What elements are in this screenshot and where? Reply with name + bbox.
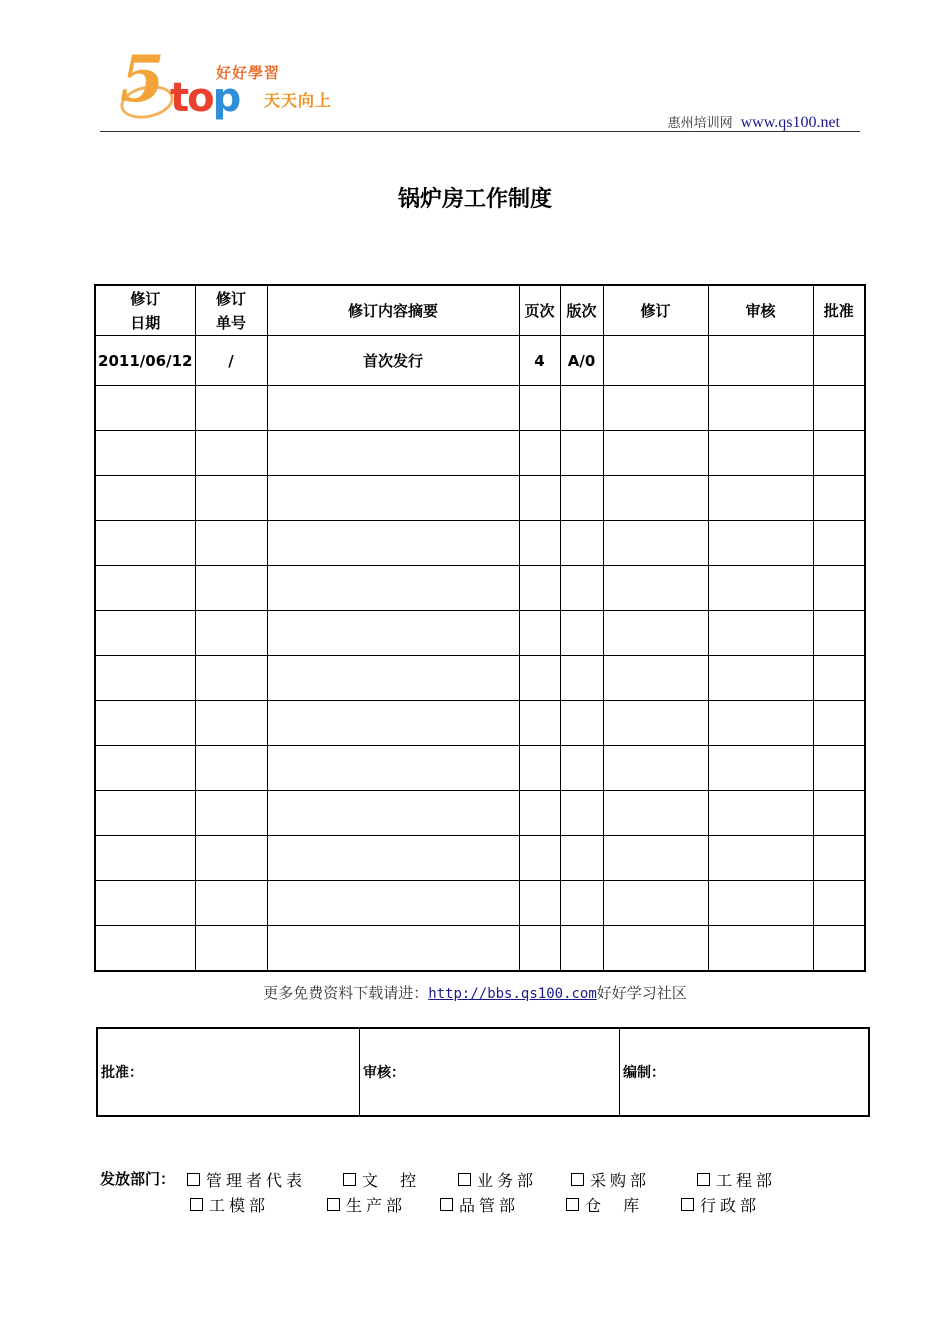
revision-empty-cell[interactable] bbox=[813, 701, 865, 746]
checkbox-icon[interactable] bbox=[571, 1173, 584, 1186]
revision-empty-cell[interactable] bbox=[708, 701, 813, 746]
revision-empty-row bbox=[95, 701, 865, 746]
revision-empty-cell[interactable] bbox=[95, 656, 195, 701]
checkbox-icon[interactable] bbox=[327, 1198, 340, 1211]
distribution-option-label: 品管部 bbox=[459, 1196, 520, 1215]
revision-header-cell: 版次 bbox=[560, 285, 603, 336]
revision-empty-cell[interactable] bbox=[267, 746, 519, 791]
revision-empty-cell[interactable] bbox=[195, 431, 267, 476]
revision-empty-cell[interactable] bbox=[267, 926, 519, 972]
checkbox-icon[interactable] bbox=[458, 1173, 471, 1186]
revision-empty-cell[interactable] bbox=[519, 881, 560, 926]
revision-empty-cell[interactable] bbox=[708, 836, 813, 881]
revision-empty-cell[interactable] bbox=[95, 431, 195, 476]
revision-empty-cell[interactable] bbox=[519, 656, 560, 701]
revision-empty-cell[interactable] bbox=[267, 521, 519, 566]
revision-empty-cell[interactable] bbox=[560, 431, 603, 476]
more-text-suffix: 好好学习社区 bbox=[596, 984, 687, 1002]
revision-empty-cell[interactable] bbox=[813, 656, 865, 701]
revision-empty-row bbox=[95, 431, 865, 476]
distribution-label: 发放部门： bbox=[100, 1170, 176, 1188]
revision-empty-cell[interactable] bbox=[195, 746, 267, 791]
revision-empty-row bbox=[95, 926, 865, 972]
revision-empty-cell[interactable] bbox=[195, 476, 267, 521]
revision-empty-cell[interactable] bbox=[519, 566, 560, 611]
revision-empty-cell[interactable] bbox=[267, 881, 519, 926]
revision-empty-cell[interactable] bbox=[267, 386, 519, 431]
company-logo bbox=[118, 42, 348, 132]
revision-empty-cell[interactable] bbox=[195, 881, 267, 926]
revision-empty-cell[interactable] bbox=[195, 386, 267, 431]
revision-empty-cell[interactable] bbox=[708, 746, 813, 791]
distribution-option[interactable] bbox=[571, 1168, 650, 1191]
revision-empty-row bbox=[95, 746, 865, 791]
revision-header-cell: 审核 bbox=[708, 285, 813, 336]
revision-header-cell: 修订 bbox=[603, 285, 708, 336]
revision-empty-cell[interactable] bbox=[603, 611, 708, 656]
revision-empty-cell[interactable] bbox=[813, 791, 865, 836]
revision-cell: / bbox=[195, 336, 267, 386]
revision-empty-cell[interactable] bbox=[95, 386, 195, 431]
revision-empty-cell[interactable] bbox=[813, 476, 865, 521]
revision-empty-cell[interactable] bbox=[267, 701, 519, 746]
checkbox-icon[interactable] bbox=[681, 1198, 694, 1211]
logo-word-a: to bbox=[170, 75, 213, 121]
revision-header-row bbox=[95, 285, 865, 336]
prepare-cell: 编制： bbox=[620, 1028, 870, 1116]
revision-empty-cell[interactable] bbox=[560, 386, 603, 431]
revision-empty-cell[interactable] bbox=[708, 791, 813, 836]
revision-empty-cell[interactable] bbox=[95, 566, 195, 611]
revision-empty-cell[interactable] bbox=[813, 431, 865, 476]
revision-empty-cell[interactable] bbox=[267, 611, 519, 656]
revision-empty-cell[interactable] bbox=[195, 791, 267, 836]
logo-slogan-1: 好好學習 bbox=[216, 64, 281, 82]
revision-empty-cell[interactable] bbox=[519, 701, 560, 746]
revision-header-cell: 页次 bbox=[519, 285, 560, 336]
logo-slogan-2: 天天向上 bbox=[264, 91, 333, 110]
distribution-option[interactable] bbox=[343, 1168, 420, 1191]
approve-cell: 批准： bbox=[97, 1028, 360, 1116]
revision-header-cell: 批准 bbox=[813, 285, 865, 336]
revision-empty-cell[interactable] bbox=[267, 431, 519, 476]
revision-empty-row bbox=[95, 476, 865, 521]
revision-empty-cell[interactable] bbox=[195, 926, 267, 972]
distribution-option-label: 仓 库 bbox=[585, 1196, 644, 1215]
more-resources-line bbox=[0, 982, 950, 1003]
revision-empty-row bbox=[95, 791, 865, 836]
document-title: 锅炉房工作制度 bbox=[397, 187, 552, 212]
revision-header-cell: 修订 单号 bbox=[195, 285, 267, 336]
checkbox-icon[interactable] bbox=[190, 1198, 203, 1211]
revision-cell: 首次发行 bbox=[267, 336, 519, 386]
revision-empty-cell[interactable] bbox=[708, 881, 813, 926]
revision-cell: 4 bbox=[519, 336, 560, 386]
revision-empty-cell[interactable] bbox=[195, 521, 267, 566]
revision-empty-cell[interactable] bbox=[813, 566, 865, 611]
revision-empty-cell[interactable] bbox=[267, 791, 519, 836]
more-resources-link[interactable]: http://bbs.qs100.com bbox=[428, 986, 597, 1002]
distribution-option[interactable] bbox=[440, 1193, 519, 1216]
revision-empty-cell[interactable] bbox=[603, 521, 708, 566]
checkbox-icon[interactable] bbox=[187, 1173, 200, 1186]
revision-empty-cell[interactable] bbox=[95, 521, 195, 566]
revision-empty-cell[interactable] bbox=[195, 836, 267, 881]
revision-empty-cell[interactable] bbox=[708, 656, 813, 701]
revision-empty-cell[interactable] bbox=[603, 566, 708, 611]
revision-empty-cell[interactable] bbox=[813, 746, 865, 791]
revision-empty-row bbox=[95, 881, 865, 926]
checkbox-icon[interactable] bbox=[566, 1198, 579, 1211]
distribution-option-label: 文 控 bbox=[362, 1171, 421, 1190]
revision-empty-cell[interactable] bbox=[813, 521, 865, 566]
revision-empty-cell[interactable] bbox=[813, 386, 865, 431]
revision-empty-cell[interactable] bbox=[519, 431, 560, 476]
revision-empty-cell[interactable] bbox=[519, 791, 560, 836]
revision-cell bbox=[813, 336, 865, 386]
revision-empty-cell[interactable] bbox=[560, 521, 603, 566]
distribution-option[interactable] bbox=[697, 1168, 776, 1191]
revision-empty-cell[interactable] bbox=[519, 836, 560, 881]
revision-empty-cell[interactable] bbox=[708, 386, 813, 431]
revision-empty-cell[interactable] bbox=[519, 611, 560, 656]
revision-empty-row bbox=[95, 611, 865, 656]
distribution-option-label: 工程部 bbox=[716, 1171, 777, 1190]
revision-empty-cell[interactable] bbox=[603, 656, 708, 701]
more-text-prefix: 更多免费资料下载请进： bbox=[263, 984, 429, 1002]
logo-word bbox=[170, 75, 240, 121]
revision-cell: 2011/06/12 bbox=[95, 336, 195, 386]
revision-empty-cell[interactable] bbox=[560, 926, 603, 972]
revision-empty-cell[interactable] bbox=[519, 476, 560, 521]
revision-empty-row bbox=[95, 836, 865, 881]
revision-empty-cell[interactable] bbox=[708, 476, 813, 521]
revision-empty-cell[interactable] bbox=[560, 611, 603, 656]
revision-empty-row bbox=[95, 566, 865, 611]
revision-empty-cell[interactable] bbox=[603, 881, 708, 926]
revision-empty-cell[interactable] bbox=[560, 746, 603, 791]
header-divider bbox=[100, 131, 860, 132]
revision-empty-cell[interactable] bbox=[560, 476, 603, 521]
distribution-option-label: 管理者代表 bbox=[206, 1171, 307, 1190]
revision-empty-cell[interactable] bbox=[708, 611, 813, 656]
revision-empty-cell[interactable] bbox=[95, 881, 195, 926]
distribution-option[interactable] bbox=[458, 1168, 537, 1191]
checkbox-icon[interactable] bbox=[440, 1198, 453, 1211]
revision-empty-cell[interactable] bbox=[560, 881, 603, 926]
distribution-option-label: 业务部 bbox=[477, 1171, 538, 1190]
revision-table bbox=[94, 284, 866, 972]
revision-empty-row bbox=[95, 386, 865, 431]
distribution-option-label: 行政部 bbox=[700, 1196, 761, 1215]
checkbox-icon[interactable] bbox=[697, 1173, 710, 1186]
checkbox-icon[interactable] bbox=[343, 1173, 356, 1186]
revision-empty-cell[interactable] bbox=[195, 656, 267, 701]
review-cell: 审核： bbox=[360, 1028, 620, 1116]
logo-word-b: p bbox=[212, 75, 240, 121]
approval-table bbox=[96, 1027, 870, 1117]
revision-empty-cell[interactable] bbox=[603, 701, 708, 746]
revision-empty-cell[interactable] bbox=[195, 701, 267, 746]
revision-empty-cell[interactable] bbox=[603, 431, 708, 476]
revision-empty-cell[interactable] bbox=[813, 881, 865, 926]
site-url[interactable]: www.qs100.net bbox=[740, 114, 840, 131]
revision-empty-cell[interactable] bbox=[519, 521, 560, 566]
revision-row bbox=[95, 336, 865, 386]
revision-empty-cell[interactable] bbox=[519, 386, 560, 431]
revision-empty-cell[interactable] bbox=[267, 566, 519, 611]
distribution-option[interactable] bbox=[190, 1193, 269, 1216]
revision-empty-cell[interactable] bbox=[95, 926, 195, 972]
revision-empty-cell[interactable] bbox=[560, 701, 603, 746]
revision-empty-cell[interactable] bbox=[95, 611, 195, 656]
revision-empty-cell[interactable] bbox=[708, 926, 813, 972]
revision-empty-cell[interactable] bbox=[813, 611, 865, 656]
revision-empty-cell[interactable] bbox=[267, 836, 519, 881]
distribution-option[interactable] bbox=[327, 1193, 406, 1216]
distribution-option-label: 采购部 bbox=[590, 1171, 651, 1190]
distribution-option[interactable] bbox=[681, 1193, 760, 1216]
revision-empty-row bbox=[95, 521, 865, 566]
revision-empty-cell[interactable] bbox=[708, 521, 813, 566]
revision-cell bbox=[708, 336, 813, 386]
revision-empty-cell[interactable] bbox=[95, 791, 195, 836]
site-name: 惠州培训网 bbox=[667, 116, 733, 131]
revision-empty-cell[interactable] bbox=[267, 476, 519, 521]
revision-empty-row bbox=[95, 656, 865, 701]
revision-empty-cell[interactable] bbox=[95, 746, 195, 791]
revision-empty-cell[interactable] bbox=[813, 926, 865, 972]
revision-header-cell: 修订内容摘要 bbox=[267, 285, 519, 336]
revision-empty-cell[interactable] bbox=[267, 656, 519, 701]
revision-empty-cell[interactable] bbox=[95, 836, 195, 881]
revision-empty-cell[interactable] bbox=[95, 701, 195, 746]
revision-empty-cell[interactable] bbox=[519, 746, 560, 791]
logo-number: 5 bbox=[120, 42, 165, 117]
revision-empty-cell[interactable] bbox=[708, 431, 813, 476]
revision-cell: A/0 bbox=[560, 336, 603, 386]
revision-empty-cell[interactable] bbox=[195, 566, 267, 611]
distribution-option[interactable] bbox=[187, 1168, 306, 1191]
revision-empty-cell[interactable] bbox=[603, 791, 708, 836]
revision-empty-cell[interactable] bbox=[708, 566, 813, 611]
revision-empty-cell[interactable] bbox=[603, 476, 708, 521]
distribution-option[interactable] bbox=[566, 1193, 643, 1216]
revision-empty-cell[interactable] bbox=[195, 611, 267, 656]
distribution-option-label: 工模部 bbox=[209, 1196, 270, 1215]
revision-empty-cell[interactable] bbox=[603, 926, 708, 972]
revision-empty-cell[interactable] bbox=[560, 836, 603, 881]
revision-empty-cell[interactable] bbox=[813, 836, 865, 881]
revision-empty-cell[interactable] bbox=[560, 566, 603, 611]
revision-empty-cell[interactable] bbox=[560, 791, 603, 836]
revision-empty-cell[interactable] bbox=[603, 836, 708, 881]
distribution-option-label: 生产部 bbox=[346, 1196, 407, 1215]
revision-cell bbox=[603, 336, 708, 386]
revision-empty-cell[interactable] bbox=[560, 656, 603, 701]
revision-header-cell: 修订 日期 bbox=[95, 285, 195, 336]
site-info bbox=[668, 112, 840, 132]
revision-empty-cell[interactable] bbox=[519, 926, 560, 972]
revision-empty-cell[interactable] bbox=[603, 746, 708, 791]
revision-empty-cell[interactable] bbox=[95, 476, 195, 521]
revision-empty-cell[interactable] bbox=[603, 386, 708, 431]
